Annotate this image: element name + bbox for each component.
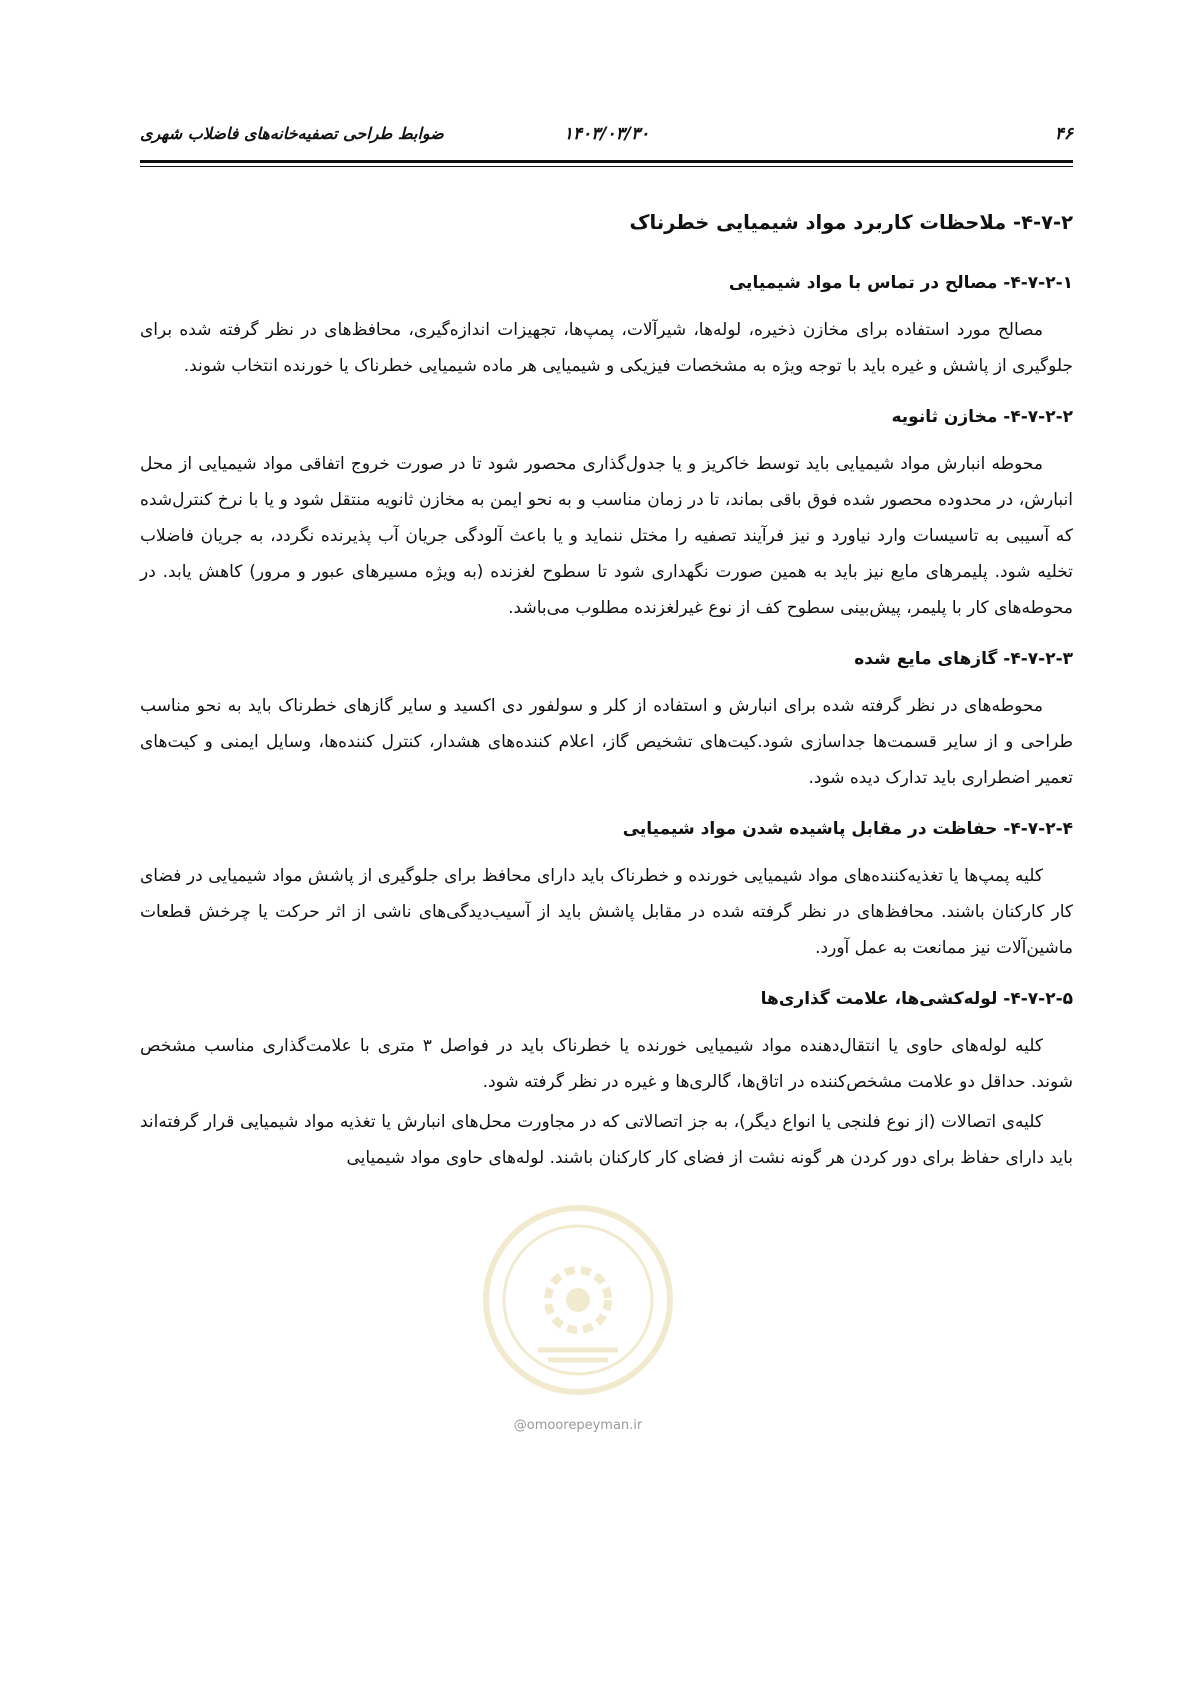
subsection-heading-2: ۴-۷-۲-۲- مخازن ثانویه [891,407,1073,427]
paragraph-4: کلیه پمپ‌ها یا تغذیه‌کننده‌های مواد شیمیایی خورنده و خطرناک باید دارای محافظ برای جلوگیری از پاشش مواد شیمیایی در فضای کار کارکنان باشند. محافظ‌های در نظر گرفته شده در مقابل پاشش باید از آسیب‌دیدگی‌های ناشی از اثر حرکت یا چرخش قطعات ماشین‌آلات نیز ممانعت به عمل آورد. [140,866,1073,958]
paragraph-2: محوطه انبارش مواد شیمیایی باید توسط خاکریز و یا جدول‌گذاری محصور شود تا در صورت خروج اتفاقی مواد شیمیایی از محل انبارش، در محدوده محصور شده فوق باقی بماند، تا در زمان مناسب و به نحو ایمن به مخازن ثانویه منتقل شود و یا با نرخ کنترل‌شده که آسیبی به تاسیسات وارد نیاورد و نیز فرآیند تصفیه را مختل ننماید و یا باعث آلودگی جریان آب پذیرنده نگردد، به جریان فاضلاب تخلیه شود. پلیمرهای مایع نیز باید به همین صورت نگهداری شود تا سطوح لغزنده (به ویژه مسیرهای عبور و مرور) کاهش یابد. در محوطه‌های کار با پلیمر، پیش‌بینی سطوح کف از نوع غیرلغزنده مطلوب می‌باشد. [140,454,1073,618]
watermark-caption: @omoorepeyman.ir [513,1418,643,1433]
watermark-seal-icon [478,1200,678,1400]
document-title: ضوابط طراحی تصفیه‌خانه‌های فاضلاب شهری [140,124,444,143]
paragraph-5: کلیه لوله‌های حاوی یا انتقال‌دهنده مواد شیمیایی خورنده یا خطرناک باید در فواصل ۳ متری با علامت‌گذاری مناسب مشخص شوند. حداقل دو علامت مشخص‌کننده در اتاق‌ها، گالری‌ها و غیره در نظر گرفته شود. [140,1036,1073,1092]
subsection-heading-1: ۴-۷-۲-۱- مصالح در تماس با مواد شیمیایی [728,273,1073,293]
subsection-heading-4: ۴-۷-۲-۴- حفاظت در مقابل پاشیده شدن مواد شیمیایی [622,819,1073,839]
paragraph-3: محوطه‌های در نظر گرفته شده برای انبارش و استفاده از کلر و سولفور دی اکسید و سایر گازهای خطرناک باید به نحو مناسب طراحی و از سایر قسمت‌ها جداسازی شود.کیت‌های تشخیص گاز، اعلام کننده‌های هشدار، کنترل کننده‌ها، وسایل ایمنی و کیت‌های تعمیر اضطراری باید تدارک دیده شود. [140,696,1073,788]
paragraph-6: کلیه‌ی اتصالات (از نوع فلنجی یا انواع دیگر)، به جز اتصالاتی که در مجاورت محل‌های انبارش یا تغذیه مواد شیمیایی قرار گرفته‌اند باید دارای حفاظ برای دور کردن هر گونه نشت از فضای کار کارکنان باشند. لوله‌های حاوی مواد شیمیایی [140,1112,1073,1168]
header-date: ۱۴۰۳/۰۳/۳۰ [563,124,650,144]
header-rule-thin [140,166,1073,167]
subsection-heading-5: ۴-۷-۲-۵- لوله‌کشی‌ها، علامت گذاری‌ها [760,989,1073,1009]
page-header [140,118,1073,150]
page-content [140,208,1073,1194]
subsection-heading-3: ۴-۷-۲-۳- گازهای مایع شده [854,649,1073,669]
header-rule-thick [140,160,1073,163]
paragraph-1: مصالح مورد استفاده برای مخازن ذخیره، لوله‌ها، شیرآلات، پمپ‌ها، تجهیزات اندازه‌گیری، محافظ‌های در نظر گرفته شده برای جلوگیری از پاشش و غیره باید با توجه ویژه به مشخصات فیزیکی و شیمیایی هر ماده شیمیایی خطرناک یا خورنده انتخاب شوند. [140,320,1073,376]
page-number: ۴۶ [1054,124,1073,144]
section-heading: ۴-۷-۲- ملاحظات کاربرد مواد شیمیایی خطرناک [629,211,1073,234]
